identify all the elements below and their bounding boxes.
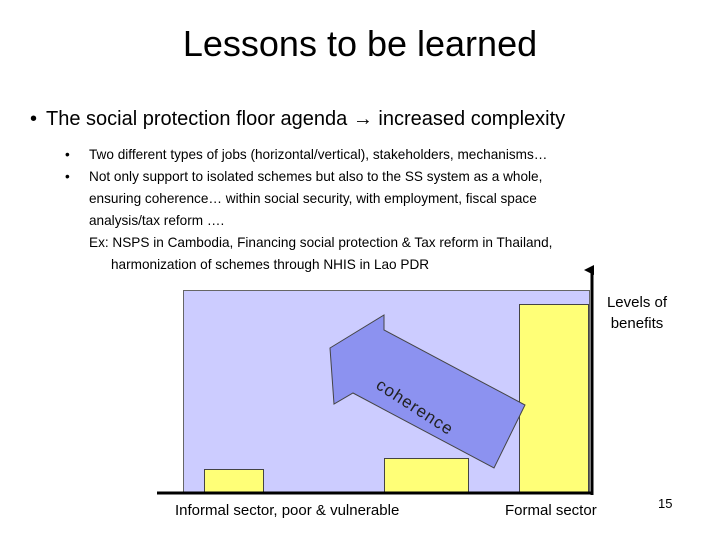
sub-bullet-dot: • — [65, 147, 70, 162]
y-axis-label: Levels of benefits — [606, 294, 668, 332]
sub-bullet-line: Not only support to isolated schemes but also to the SS system as a whole, — [89, 169, 543, 184]
sub-bullet-line: analysis/tax reform …. — [89, 213, 225, 228]
sub-bullet-line: ensuring coherence… within social security, with employment, fiscal space — [89, 191, 537, 206]
sub-bullet-dot: • — [65, 169, 70, 184]
sub-bullet-line: Two different types of jobs (horizontal/vertical), stakeholders, mechanisms… — [89, 147, 548, 162]
page-number: 15 — [658, 496, 673, 511]
sub-bullet-line: harmonization of schemes through NHIS in Lao PDR — [111, 257, 430, 272]
slide-title: Lessons to be learned — [182, 23, 538, 64]
coherence-label: coherence — [372, 375, 458, 440]
x-axis-label-informal: Informal sector, poor & vulnerable — [175, 502, 400, 519]
main-bullet-dot: • — [30, 108, 38, 130]
sub-bullet-line: Ex: NSPS in Cambodia, Financing social protection & Tax reform in Thailand, — [89, 235, 553, 250]
x-axis-label-formal: Formal sector — [505, 502, 597, 519]
main-bullet-text: The social protection floor agenda → increased complexity — [46, 108, 566, 130]
coherence-arrow — [330, 315, 525, 468]
